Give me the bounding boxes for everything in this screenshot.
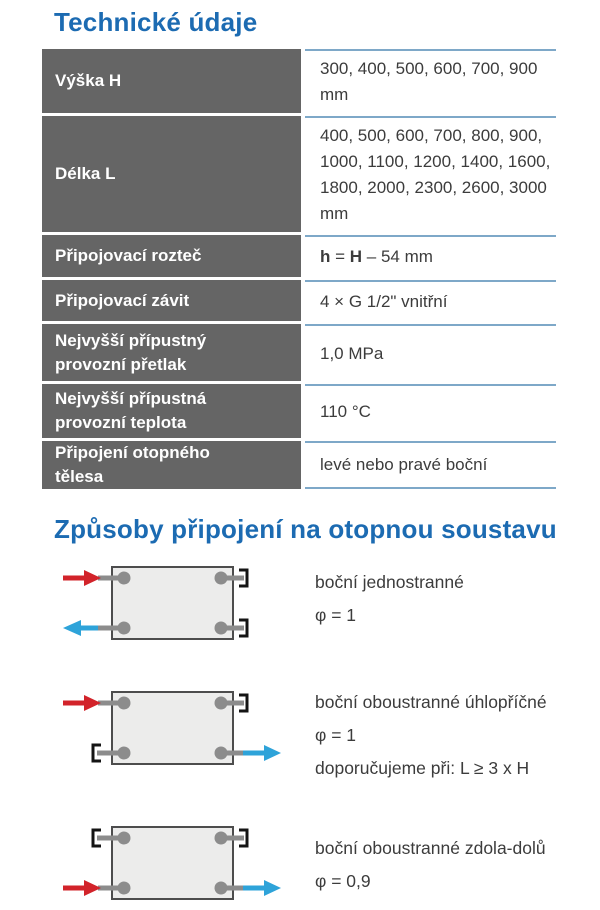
connection-port-bottom-left: [118, 622, 131, 635]
diagram-caption-line: boční oboustranné úhlopříčné: [315, 692, 547, 712]
connection-port-bottom-right: [215, 882, 228, 895]
diagram-caption: [315, 685, 547, 785]
return-arrow-icon: [63, 620, 98, 636]
diagram-recommendation: doporučujeme při: L ≥ 3 x H: [315, 758, 530, 778]
table-row-value-text: 1,0 MPa: [320, 343, 384, 363]
table-row-label: [42, 235, 301, 277]
table-row-label-text: Připojení otopného tělesa: [55, 443, 210, 486]
section-title-connection-methods: Způsoby připojení na otopnou soustavu: [54, 514, 557, 544]
table-row-label: [42, 324, 301, 381]
table-row-value-text: 400, 500, 600, 700, 800, 900, 1000, 1100, 1200, 1400, 1600, 1800, 2000, 2300, 2600, 3000 mm: [320, 126, 551, 223]
table-row-label-text: Výška H: [55, 71, 122, 90]
table-row-value: [305, 384, 556, 438]
table-row-value: [305, 280, 556, 321]
table-row-label: [42, 116, 301, 232]
table-row: [42, 235, 556, 277]
diagram-side-single: [63, 560, 600, 650]
radiator-diagram-bottom-bottom: [63, 820, 293, 910]
radiator-diagram-diagonal: [63, 685, 293, 775]
pitch-formula-H: H: [349, 247, 363, 266]
table-row-label-text: Nejvyšší přípustná provozní teplota: [55, 389, 207, 432]
table-row: [42, 280, 556, 321]
table-row-value: [305, 116, 556, 232]
supply-arrow-icon: [63, 695, 101, 711]
table-row-label-text: Délka L: [55, 164, 116, 183]
supply-arrow-icon: [63, 880, 101, 896]
diagram-caption-line: boční jednostranné: [315, 572, 464, 592]
table-row-label: [42, 441, 301, 489]
connection-port-top-right: [215, 832, 228, 845]
table-row-value: [305, 235, 556, 277]
pitch-formula-h: h: [320, 247, 331, 266]
table-row: [42, 116, 556, 232]
table-row-value-text: 4 × G 1/2" vnitřní: [320, 291, 448, 311]
table-row-value: [305, 324, 556, 381]
table-row-label: [42, 280, 301, 321]
diagram-caption: [315, 820, 546, 910]
table-row-label: [42, 49, 301, 113]
connection-port-top-left: [118, 697, 131, 710]
table-row-label-text: Připojovací rozteč: [55, 246, 202, 265]
pitch-formula-equals: =: [330, 247, 350, 266]
diagram-phi-value: φ = 1: [315, 725, 357, 745]
table-row: [42, 441, 556, 489]
return-arrow-icon: [243, 745, 281, 761]
connection-diagrams: [63, 560, 600, 910]
technical-data-table: [42, 49, 556, 489]
return-arrow-icon: [243, 880, 281, 896]
diagram-caption-line: boční oboustranné zdola-dolů: [315, 838, 546, 858]
table-row-value-text: 110 °C: [320, 402, 371, 421]
section-title-technical-data: Technické údaje: [54, 7, 258, 37]
connection-port-top-left: [118, 832, 131, 845]
radiator-diagram-single-side: [63, 560, 293, 650]
diagram-phi-value: φ = 1: [315, 605, 357, 625]
diagram-caption: [315, 560, 464, 650]
table-row-label: [42, 384, 301, 438]
connection-port-top-right: [215, 697, 228, 710]
diagram-side-both-bottom: [63, 820, 600, 910]
table-row-value-text: 300, 400, 500, 600, 700, 900 mm: [320, 59, 538, 104]
pitch-formula-rest: – 54 mm: [362, 247, 433, 266]
table-row: [42, 49, 556, 113]
table-row-label-text: Připojovací závit: [55, 290, 190, 310]
table-row-value-text: [320, 244, 433, 270]
table-row-value-text: levé nebo pravé boční: [320, 455, 488, 474]
table-row-value: [305, 441, 556, 489]
supply-arrow-icon: [63, 570, 101, 586]
table-row: [42, 324, 556, 381]
connection-port-bottom-right: [215, 747, 228, 760]
table-row-label-text: Nejvyšší přípustný provozní přetlak: [55, 330, 207, 374]
connection-port-bottom-left: [118, 747, 131, 760]
table-row: [42, 384, 556, 438]
connection-port-top-left: [118, 572, 131, 585]
table-row-value: [305, 49, 556, 113]
diagram-side-both-diagonal: [63, 685, 600, 785]
connection-port-bottom-left: [118, 882, 131, 895]
connection-port-top-right: [215, 572, 228, 585]
connection-port-bottom-right: [215, 622, 228, 635]
diagram-phi-value: φ = 0,9: [315, 871, 371, 891]
